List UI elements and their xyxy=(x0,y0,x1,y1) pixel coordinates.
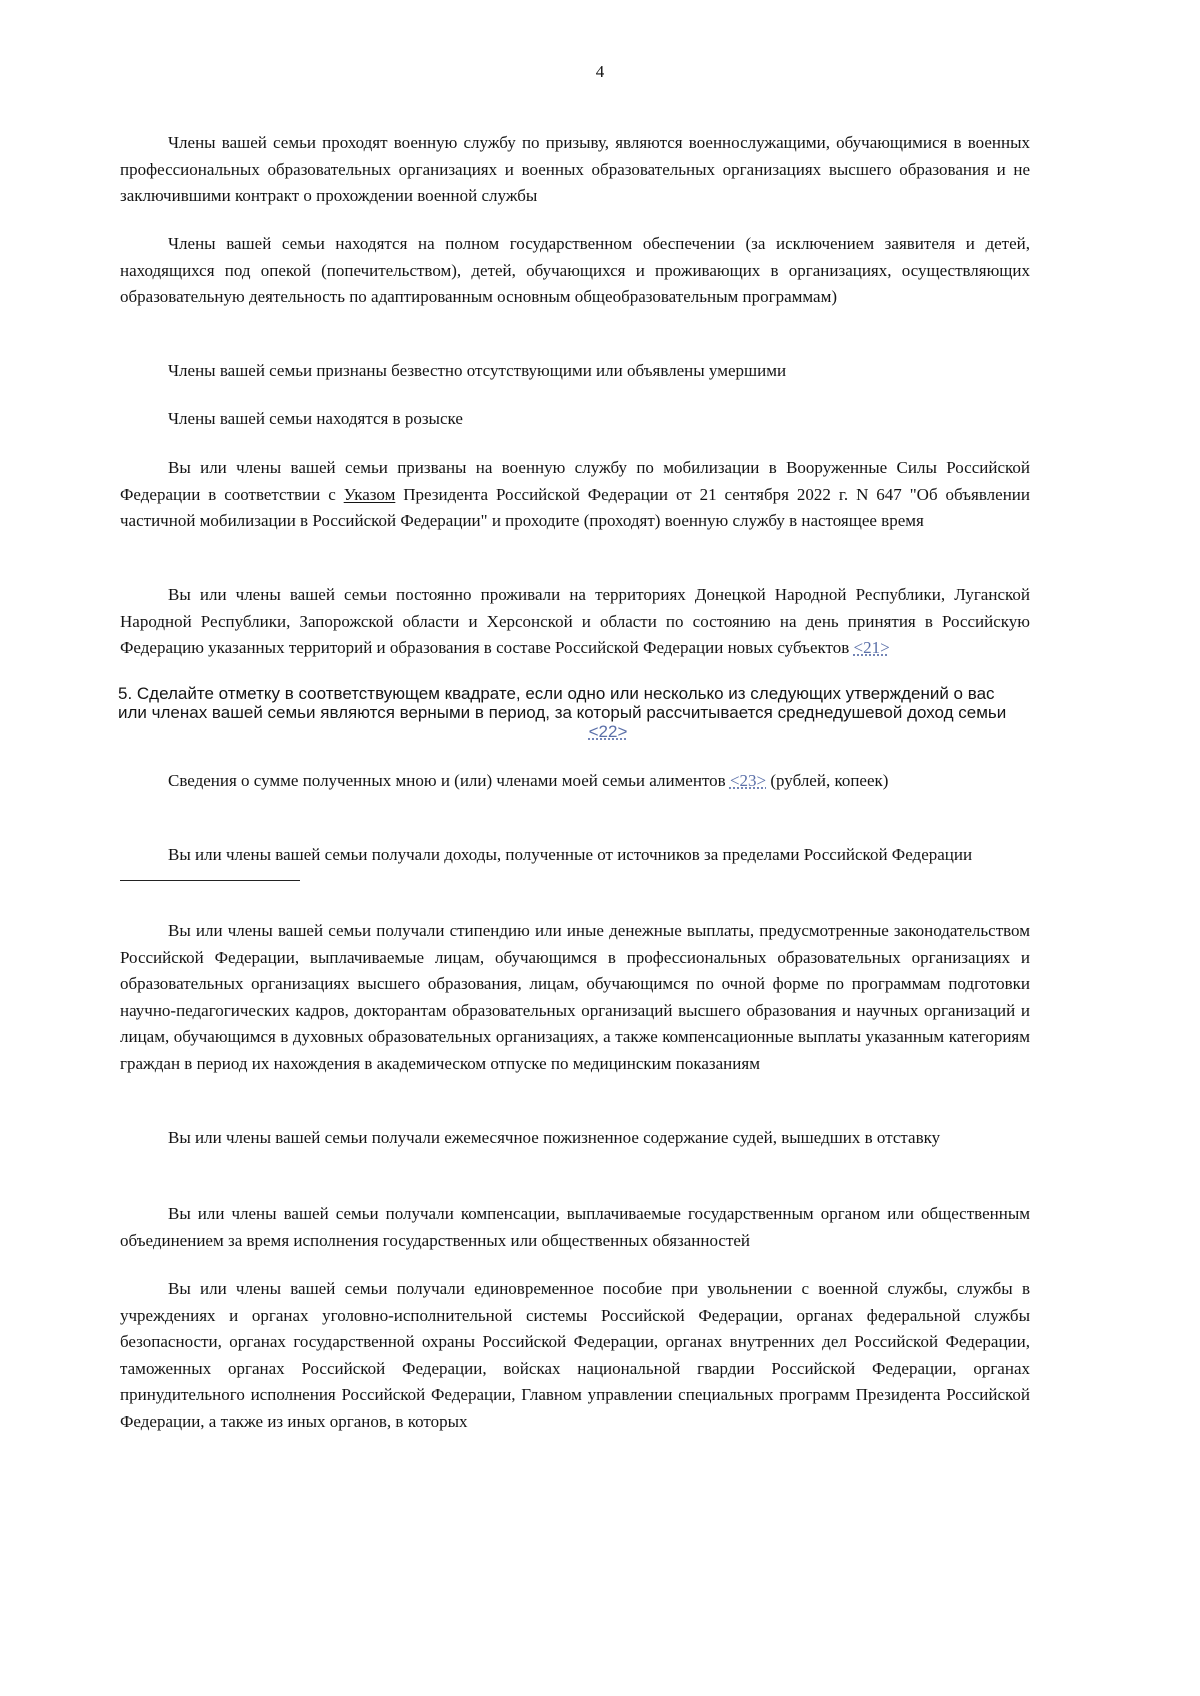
footnote-ref-22[interactable]: <22> xyxy=(588,722,628,741)
paragraph-judges-pension: Вы или члены вашей семьи получали ежемесячное пожизненное содержание судей, вышедших в отставку xyxy=(168,1128,941,1147)
mobilization-text-a: Вы или члены вашей семьи призваны на военную службу по мобилизации в Вооруженные Силы Российской Федерации в соответствии с xyxy=(120,458,1030,504)
alimony-text-a: Сведения о сумме полученных мною и (или) членами моей семьи алиментов xyxy=(168,771,730,790)
paragraph-conscription: Члены вашей семьи проходят военную службу по призыву, являются военнослужащими, обучающимися в военных профессиональных образовательных организациях и военных образовательных организациях высшего образования и не заключившими контракт о прохождении военной службы xyxy=(120,133,1030,205)
page-number: 4 xyxy=(595,62,605,81)
footnote-ref-23[interactable]: <23> xyxy=(729,771,767,790)
paragraph-wanted: Члены вашей семьи находятся в розыске xyxy=(168,409,463,428)
paragraph-compensation: Вы или члены вашей семьи получали компенсации, выплачиваемые государственным органом или общественным объединением за время исполнения государственных или общественных обязанностей xyxy=(120,1204,1030,1250)
alimony-text-b: (рублей, копеек) xyxy=(766,771,889,790)
paragraph-new-territories xyxy=(120,582,1030,662)
paragraph-state-support: Члены вашей семьи находятся на полном государственном обеспечении (за исключением заявителя и детей, находящихся под опекой (попечительством), детей, обучающихся и проживающих в организациях, осуществляющих образовательную деятельность по адаптированным основным общеобразовательным программам) xyxy=(120,234,1030,306)
paragraph-stipend: Вы или члены вашей семьи получали стипендию или иные денежные выплаты, предусмотренные законодательством Российской Федерации, выплачиваемые лицам, обучающимся в профессиональных образовательных организациях и образовательных организациях высшего образования, лицам, обучающимся по очной форме по программам подготовки научно-педагогических кадров, докторантам образовательных организаций высшего образования и научных организаций и лицам, обучающимся в духовных образовательных организациях, а также компенсационные выплаты указанным категориям граждан в период их нахождения в академическом отпуске по медицинским показаниям xyxy=(120,921,1030,1073)
paragraph-dismissal-allowance: Вы или члены вашей семьи получали единовременное пособие при увольнении с военной службы, службы в учреждениях и органах уголовно-исполнительной системы Российской Федерации, органах федеральной службы безопасности, органах государственной охраны Российской Федерации, органах внутренних дел Российской Федерации, таможенных органах Российской Федерации, войсках национальной гвардии Российской Федерации, органах принудительного исполнения Российской Федерации, Главном управлении специальных программ Президента Российской Федерации, а также из иных органов, в которых xyxy=(120,1279,1030,1431)
footnote-ref-21[interactable]: <21> xyxy=(853,638,890,657)
paragraph-foreign-income: Вы или члены вашей семьи получали доходы, полученные от источников за пределами Российской Федерации xyxy=(168,845,973,864)
item-5-line-1: 5. Сделайте отметку в соответствующем квадрате, если одно или несколько из следующих утверждений о вас xyxy=(118,684,995,703)
decree-link[interactable]: Указом xyxy=(343,484,396,504)
paragraph-missing: Члены вашей семьи признаны безвестно отсутствующими или объявлены умершими xyxy=(168,361,787,380)
paragraph-alimony xyxy=(120,768,1030,795)
item-5-line-2: или членах вашей семьи являются верными в период, за который рассчитывается среднедушевой доход семьи xyxy=(118,703,1007,722)
paragraph-mobilization xyxy=(120,455,1030,535)
territories-text: Вы или члены вашей семьи постоянно проживали на территориях Донецкой Народной Республики, Луганской Народной Республики, Запорожской области и Херсонской и области по состоянию на день принятия в Российскую Федерацию указанных территорий и образования в составе Российской Федерации новых субъектов xyxy=(120,585,1030,657)
alimony-answer-line xyxy=(120,880,300,881)
mobilization-text-b: Президента Российской Федерации от 21 сентября 2022 г. N 647 "Об объявлении частичной мобилизации в Российской Федерации" и проходите (проходят) военную службу в настоящее время xyxy=(120,484,1030,530)
item-5-instruction xyxy=(118,684,1038,741)
